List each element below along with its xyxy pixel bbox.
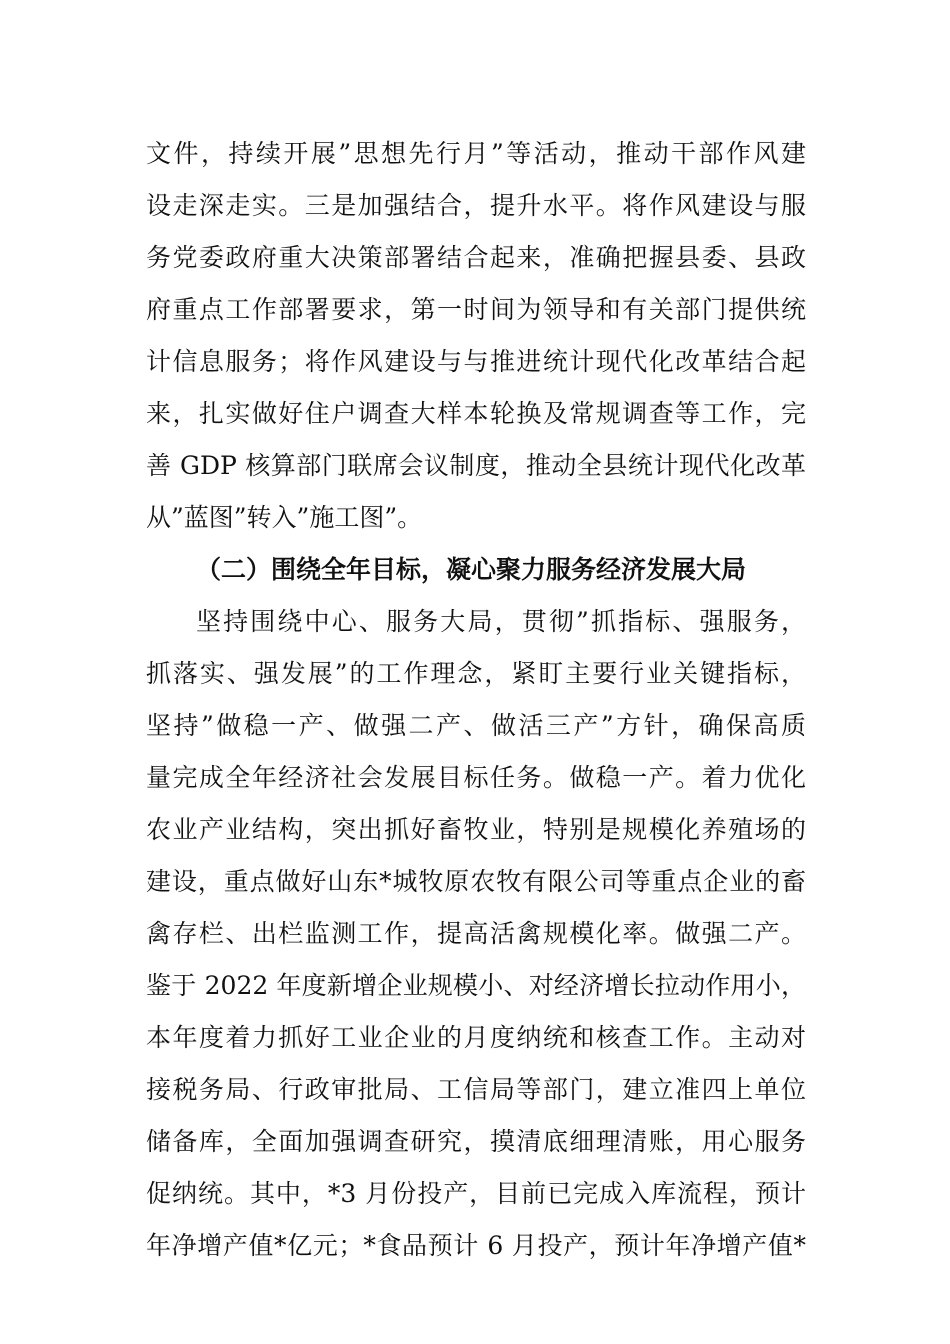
paragraph-2-line-4: 量完成全年经济社会发展目标任务。做稳一产。着力优化	[146, 763, 806, 792]
paragraph-1-line-3: 务党委政府重大决策部署结合起来，准确把握县委、县政	[146, 243, 806, 272]
paragraph-2-line-2: 抓落实、强发展”的工作理念，紧盯主要行业关键指标，	[146, 659, 806, 688]
paragraph-1-line-8: 从”蓝图”转入”施工图”。	[146, 503, 423, 532]
paragraph-2-line-5: 农业产业结构，突出抓好畜牧业，特别是规模化养殖场的	[146, 815, 806, 844]
paragraph-1-line-5: 计信息服务；将作风建设与与推进统计现代化改革结合起	[146, 347, 806, 376]
section-heading: （二）围绕全年目标，凝心聚力服务经济发展大局	[196, 555, 747, 584]
paragraph-1-line-4: 府重点工作部署要求，第一时间为领导和有关部门提供统	[146, 295, 806, 324]
paragraph-2-line-10: 接税务局、行政审批局、工信局等部门，建立准四上单位	[146, 1075, 806, 1104]
paragraph-2-line-11: 储备库，全面加强调查研究，摸清底细理清账，用心服务	[146, 1127, 806, 1156]
paragraph-1-line-7: 善 GDP 核算部门联席会议制度，推动全县统计现代化改革	[146, 451, 806, 480]
paragraph-2-line-7: 禽存栏、出栏监测工作，提高活禽规模化率。做强二产。	[146, 919, 806, 948]
paragraph-2-line-13: 年净增产值*亿元；*食品预计 6 月投产，预计年净增产值*	[146, 1231, 806, 1260]
paragraph-2-line-12: 促纳统。其中，*3 月份投产，目前已完成入库流程，预计	[146, 1179, 806, 1208]
paragraph-2-line-9: 本年度着力抓好工业企业的月度纳统和核查工作。主动对	[146, 1023, 806, 1052]
paragraph-1-line-1: 文件，持续开展”思想先行月”等活动，推动干部作风建	[146, 139, 806, 168]
paragraph-2-line-1: 坚持围绕中心、服务大局，贯彻”抓指标、强服务，	[196, 607, 806, 636]
paragraph-1-line-6: 来，扎实做好住户调查大样本轮换及常规调查等工作，完	[146, 399, 806, 428]
paragraph-1-line-2: 设走深走实。三是加强结合，提升水平。将作风建设与服	[146, 191, 806, 220]
paragraph-2-line-3: 坚持”做稳一产、做强二产、做活三产”方针，确保高质	[146, 711, 806, 740]
paragraph-2-line-6: 建设，重点做好山东*城牧原农牧有限公司等重点企业的畜	[146, 867, 806, 896]
paragraph-2-line-8: 鉴于 2022 年度新增企业规模小、对经济增长拉动作用小，	[146, 971, 806, 1000]
